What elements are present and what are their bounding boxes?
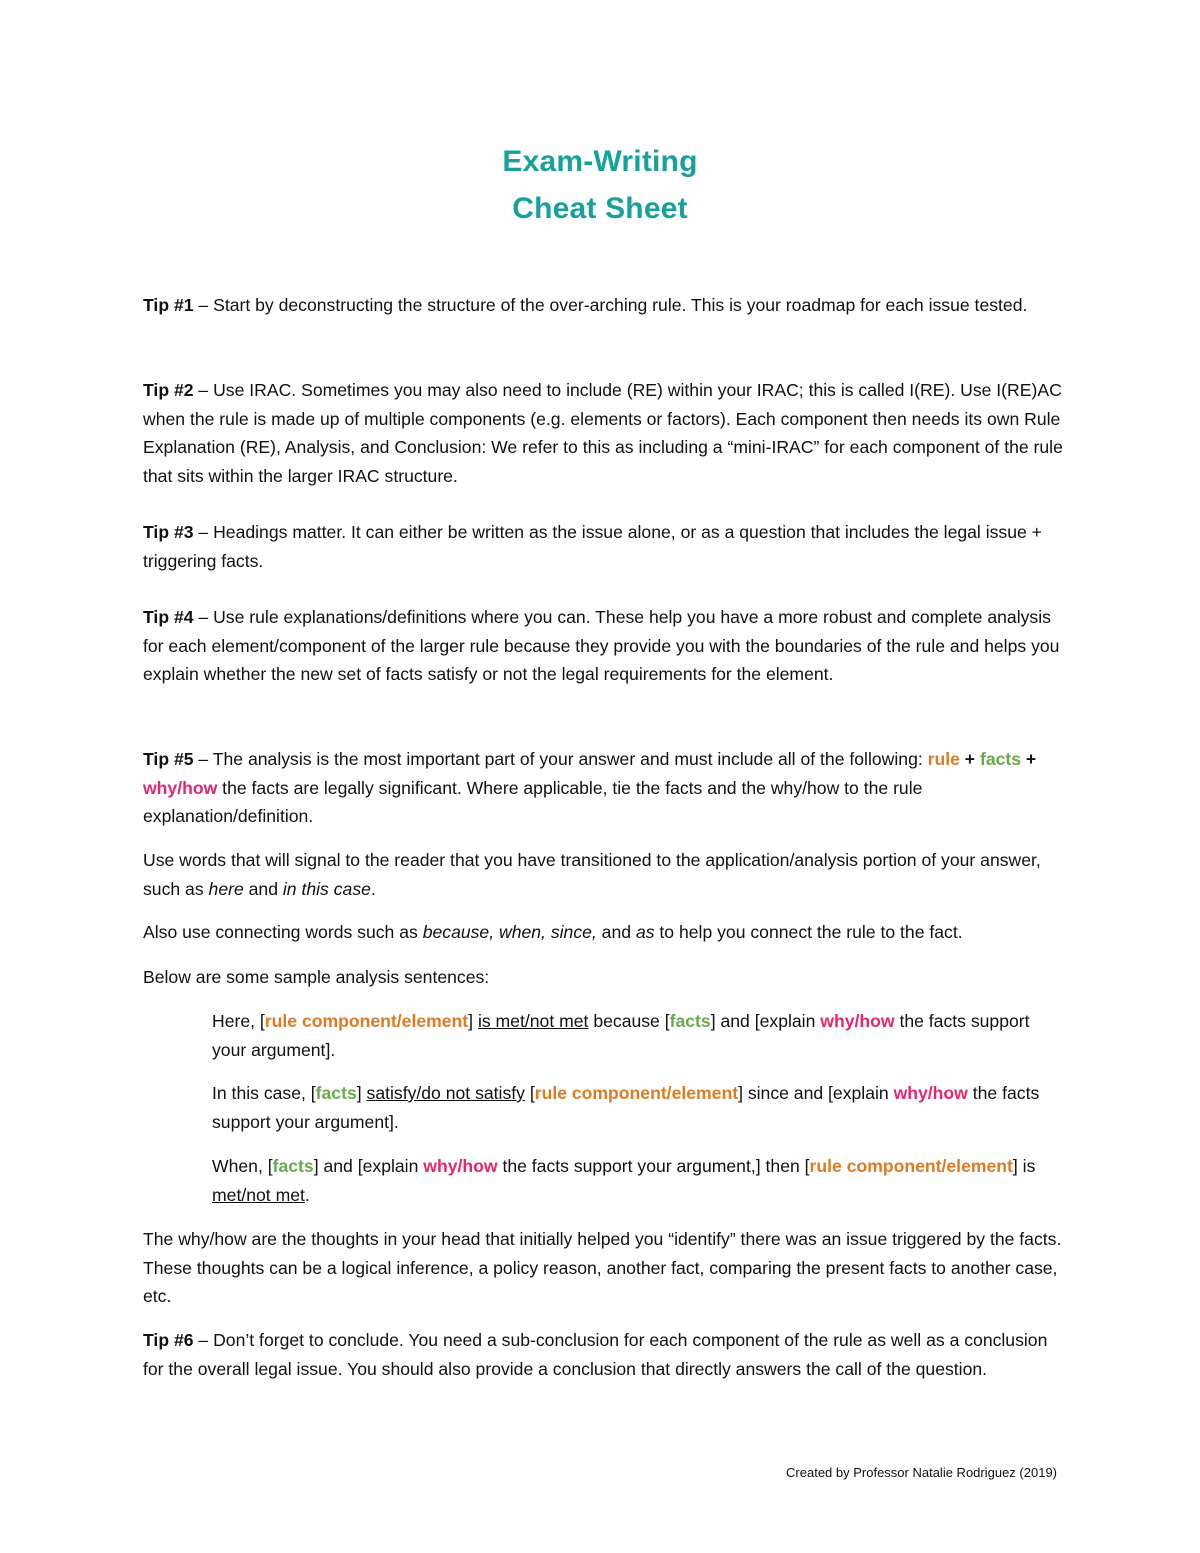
s2-text: ] [356,1083,367,1103]
tip-6-text: – Don’t forget to conclude. You need a sub-conclusion for each component of the rule as well as a conclusion for the overall legal issue. You should also provide a conclusion that directly answers the call of the question. [143,1330,1048,1379]
signal-text: Use words that will signal to the reader that you have transitioned to the application/analysis portion of your answer, such as [143,850,1041,899]
tip-1-paragraph [143,291,1063,320]
s3-text: When, [ [212,1156,273,1176]
signal-word-here: here [208,878,244,899]
sample-intro: Below are some sample analysis sentences: [143,967,490,987]
tip-2-paragraph [143,376,1063,490]
tip-4-paragraph [143,603,1063,689]
why-how-explanation: The why/how are the thoughts in your head that initially helped you “identify” there was an issue triggered by the facts. These thoughts can be a logical inference, a policy reason, another fact, comparing the present facts to another case, etc. [143,1229,1062,1306]
facts-keyword: facts [669,1011,711,1031]
connecting-words-paragraph [143,918,1063,947]
s1-text: the facts support your argument]. [212,1011,1030,1060]
tip-5-label: Tip #5 [143,749,194,769]
plus-sign: + [959,749,980,769]
satisfy-underlined: satisfy/do not satisfy [366,1083,525,1103]
why-how-keyword: why/how [423,1156,498,1176]
facts-keyword: facts [272,1156,314,1176]
connecting-text: Also use connecting words such as [143,922,423,942]
signal-words-paragraph [143,846,1063,903]
tip-2-label: Tip #2 [143,380,194,400]
tip-6-label: Tip #6 [143,1330,194,1350]
tip-3-label: Tip #3 [143,522,194,542]
document-title-line1: Exam-Writing [502,145,698,178]
tip-5-paragraph [143,745,1063,831]
why-how-keyword: why/how [893,1083,968,1103]
s2-text: [ [524,1083,535,1103]
connecting-text-end: to help you connect the rule to the fact. [654,922,963,942]
facts-keyword: facts [315,1083,357,1103]
s3-text: the facts support your argument,] then [ [497,1156,810,1176]
s3-text: ] and [explain [313,1156,424,1176]
met-underlined: met/not met [212,1184,305,1205]
rule-keyword: rule component/element [534,1083,739,1103]
s1-text: ] [468,1011,478,1031]
rule-keyword: rule component/element [264,1011,469,1031]
tip-2-text: – Use IRAC. Sometimes you may also need to include (RE) within your IRAC; this is called I(RE). Use I(RE)AC when the rule is made up of multiple components (e.g. elements or factors). Each component then needs its own Rule Explanation (RE), Analysis, and Conclusion: We refer to this as including a “mini-IRAC” for each component of the rule that sits within the larger IRAC structure. [143,380,1063,486]
met-underlined: is met/not met [477,1011,589,1031]
sample-sentence-2 [212,1079,1062,1136]
tip-1-text: – Start by deconstructing the structure of the over-arching rule. This is your roadmap for each issue tested. [193,295,1028,315]
s3-text: ] is [1012,1156,1036,1176]
connecting-and: and [596,922,636,942]
s1-text: ] and [explain [710,1011,821,1031]
tip-4-text: – Use rule explanations/definitions where you can. These help you have a more robust and complete analysis for each element/component of the larger rule because they provide you with the boundaries of the rule and helps you explain whether the new set of facts satisfy or not the legal requirements for the element. [143,607,1060,684]
why-how-keyword: why/how [143,777,218,798]
s1-text: because [ [588,1011,670,1031]
tip-5-text: – The analysis is the most important part of your answer and must include all of the following: [193,749,928,769]
signal-word-in-this-case: in this case [282,878,371,899]
tip-3-paragraph [143,518,1063,575]
tip-1-label: Tip #1 [143,295,194,315]
s2-text: the facts support your argument]. [212,1083,1040,1132]
connecting-words: because, when, since, [422,922,597,942]
tip-5-rest: the facts are legally significant. Where applicable, tie the facts and the why/how to the rule explanation/definition. [143,777,923,826]
tip-3-text: – Headings matter. It can either be written as the issue alone, or as a question that includes the legal issue + triggering facts. [143,522,1042,571]
document-title-line2: Cheat Sheet [512,192,688,225]
tip-6-paragraph [143,1326,1063,1383]
why-how-keyword: why/how [820,1011,895,1031]
rule-keyword: rule [927,749,960,769]
s2-text: In this case, [ [212,1083,316,1103]
tip-4-label: Tip #4 [143,607,194,627]
sample-sentence-3 [212,1152,1062,1209]
sample-sentence-1 [212,1007,1062,1064]
s2-text: ] since and [explain [738,1083,894,1103]
s3-text: . [304,1184,310,1205]
signal-end: . [370,878,376,899]
signal-and: and [243,878,283,899]
footer-credit: Created by Professor Natalie Rodriguez (2019) [786,1465,1057,1480]
rule-keyword: rule component/element [809,1156,1013,1176]
s1-text: Here, [ [212,1011,265,1031]
connecting-word-as: as [635,922,655,942]
plus-sign: + [1021,749,1037,769]
facts-keyword: facts [979,749,1022,769]
